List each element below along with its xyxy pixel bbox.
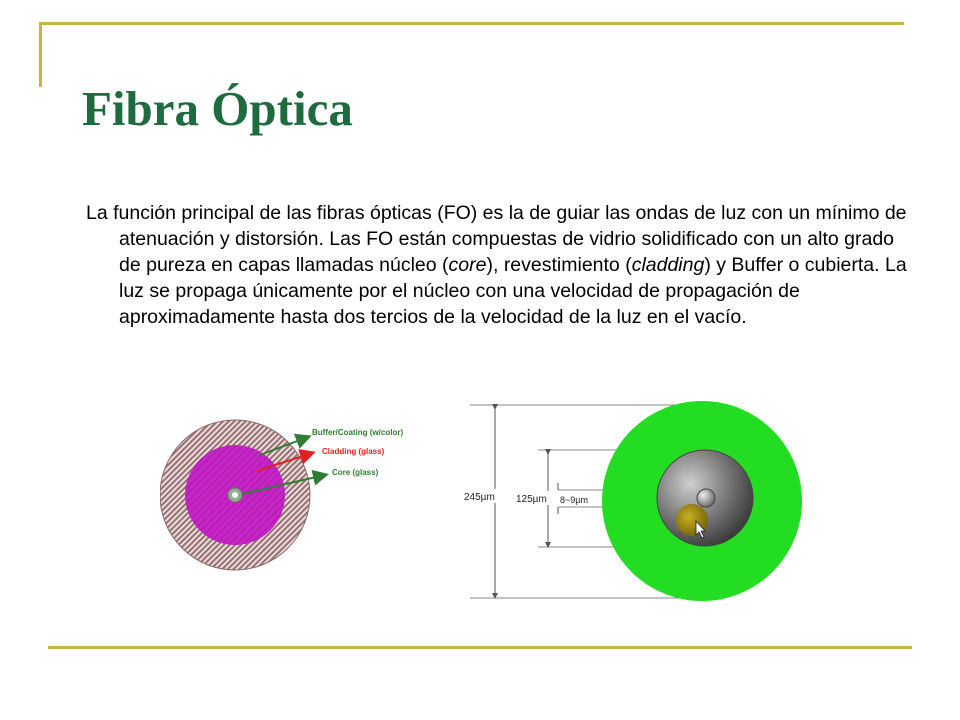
outer-dimension-label: 245µm xyxy=(464,492,495,503)
core-center xyxy=(232,492,238,498)
left-rule xyxy=(39,22,42,87)
body-paragraph xyxy=(86,200,919,330)
fiber-dimensions-diagram xyxy=(460,395,820,605)
buffer-label: Buffer/Coating (w/color) xyxy=(312,428,404,437)
core-dimension-label: 8~9µm xyxy=(560,495,588,505)
slide-title: Fibra Óptica xyxy=(82,81,353,136)
cladding-dimension-label: 125µm xyxy=(516,494,547,505)
bottom-rule xyxy=(48,646,912,649)
term-cladding: cladding xyxy=(631,254,705,276)
paragraph-text-2: ), revestimiento ( xyxy=(486,254,632,276)
core-label: Core (glass) xyxy=(332,468,379,477)
fiber-cross-section-diagram xyxy=(160,415,440,585)
top-rule xyxy=(40,22,904,25)
cladding-label: Cladding (glass) xyxy=(322,447,385,456)
paragraph-text-3: ) y Buffer o cubierta. La luz se propaga únicamente por el núcleo con una velocidad de propagación de aproximadamente hasta dos tercios de la velocidad de la luz en el vacío. xyxy=(119,254,907,328)
term-core: core xyxy=(448,254,487,276)
core-circle xyxy=(697,489,715,507)
paragraph-text-1: La función principal de las fibras ópticas (FO) es la de guiar las ondas de luz con un mínimo de atenuación y distorsión. Las FO están compuestas de vidrio solidificado con un alto grado de pureza en capas llamadas núcleo ( xyxy=(86,202,907,276)
